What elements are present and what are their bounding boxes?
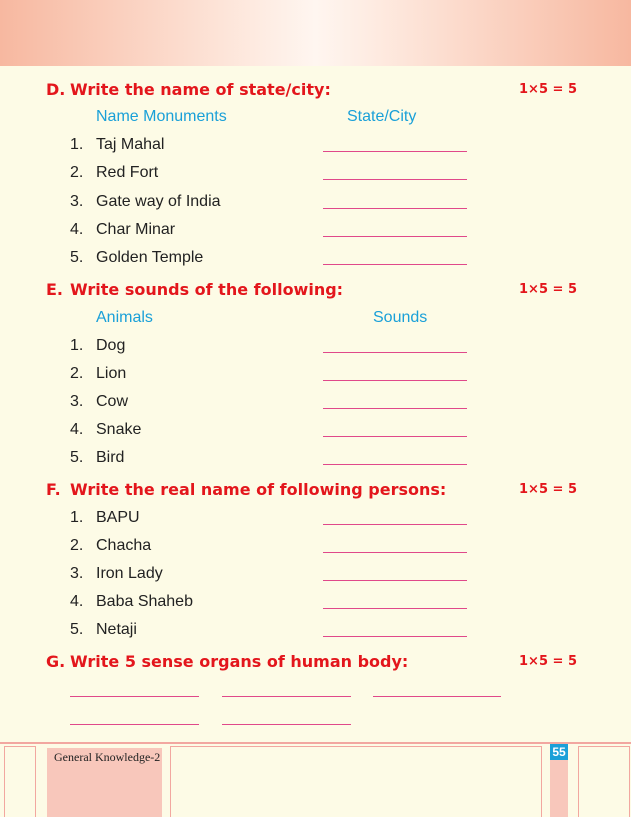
footer-frame xyxy=(4,746,36,817)
column-header-left: Animals xyxy=(96,309,153,326)
list-item xyxy=(70,193,221,211)
item-text: Chacha xyxy=(96,537,152,554)
item-text: Lion xyxy=(96,365,127,382)
section-marks: 1×5 = 5 xyxy=(519,282,577,297)
item-number: 2. xyxy=(70,537,84,554)
item-text: Taj Mahal xyxy=(96,136,165,153)
list-item xyxy=(70,621,137,639)
answer-blank[interactable] xyxy=(323,352,467,353)
item-number: 3. xyxy=(70,393,84,410)
item-number: 2. xyxy=(70,164,84,181)
item-text: BAPU xyxy=(96,509,140,526)
item-text: Golden Temple xyxy=(96,249,204,266)
item-text: Gate way of India xyxy=(96,193,221,210)
list-item xyxy=(70,509,140,527)
section-marks: 1×5 = 5 xyxy=(519,654,577,669)
item-number: 2. xyxy=(70,365,84,382)
list-item xyxy=(70,221,175,239)
footer-frame xyxy=(170,746,542,817)
answer-blank[interactable] xyxy=(323,524,467,525)
item-text: Bird xyxy=(96,449,125,466)
answer-blank[interactable] xyxy=(323,236,467,237)
answer-blank[interactable] xyxy=(323,436,467,437)
answer-blank[interactable] xyxy=(323,552,467,553)
answer-blank[interactable] xyxy=(323,380,467,381)
answer-blank[interactable] xyxy=(323,636,467,637)
section-marks: 1×5 = 5 xyxy=(519,82,577,97)
column-header-right: State/City xyxy=(347,108,417,125)
item-text: Cow xyxy=(96,393,129,410)
section-heading xyxy=(46,652,408,671)
answer-blank[interactable] xyxy=(70,696,199,697)
item-number: 5. xyxy=(70,249,84,266)
answer-blank[interactable] xyxy=(70,724,199,725)
section-letter: E. xyxy=(46,280,64,299)
item-number: 3. xyxy=(70,565,84,582)
answer-blank[interactable] xyxy=(323,208,467,209)
item-number: 3. xyxy=(70,193,84,210)
item-number: 1. xyxy=(70,136,84,153)
section-letter: D. xyxy=(46,80,66,99)
list-item xyxy=(70,136,164,154)
list-item xyxy=(70,365,126,383)
answer-blank[interactable] xyxy=(222,696,351,697)
answer-blank[interactable] xyxy=(373,696,501,697)
section-heading xyxy=(46,480,446,499)
section-title: Write the name of state/city: xyxy=(70,80,331,99)
answer-blank[interactable] xyxy=(323,464,467,465)
header-band xyxy=(0,0,631,66)
list-item xyxy=(70,337,125,355)
item-text: Netaji xyxy=(96,621,137,638)
book-title: General Knowledge-2 xyxy=(54,750,161,764)
item-number: 4. xyxy=(70,593,84,610)
section-title: Write 5 sense organs of human body: xyxy=(70,652,409,671)
section-letter: F. xyxy=(46,480,61,499)
item-text: Iron Lady xyxy=(96,565,163,582)
item-number: 1. xyxy=(70,337,84,354)
item-number: 5. xyxy=(70,449,84,466)
section-heading xyxy=(46,80,331,99)
list-item xyxy=(70,537,151,555)
item-number: 4. xyxy=(70,221,84,238)
item-text: Char Minar xyxy=(96,221,176,238)
column-header-left: Name Monuments xyxy=(96,108,227,125)
section-heading xyxy=(46,280,343,299)
section-title: Write sounds of the following: xyxy=(70,280,344,299)
section-title: Write the real name of following persons: xyxy=(70,480,447,499)
page-number: 55 xyxy=(550,744,568,760)
answer-blank[interactable] xyxy=(323,408,467,409)
list-item xyxy=(70,249,203,267)
section-letter: G. xyxy=(46,652,66,671)
item-number: 1. xyxy=(70,509,84,526)
answer-blank[interactable] xyxy=(323,608,467,609)
item-text: Snake xyxy=(96,421,142,438)
page-footer xyxy=(0,742,631,817)
footer-divider xyxy=(0,742,631,744)
page-number-strip xyxy=(550,760,568,817)
answer-blank[interactable] xyxy=(323,179,467,180)
item-number: 5. xyxy=(70,621,84,638)
answer-blank[interactable] xyxy=(323,580,467,581)
answer-blank[interactable] xyxy=(323,264,467,265)
list-item xyxy=(70,393,128,411)
list-item xyxy=(70,593,193,611)
section-marks: 1×5 = 5 xyxy=(519,482,577,497)
footer-frame xyxy=(578,746,630,817)
list-item xyxy=(70,565,163,583)
list-item xyxy=(70,164,158,182)
item-number: 4. xyxy=(70,421,84,438)
column-header-right: Sounds xyxy=(373,309,428,326)
item-text: Baba Shaheb xyxy=(96,593,193,610)
list-item xyxy=(70,421,141,439)
item-text: Red Fort xyxy=(96,164,159,181)
answer-blank[interactable] xyxy=(323,151,467,152)
list-item xyxy=(70,449,124,467)
answer-blank[interactable] xyxy=(222,724,351,725)
item-text: Dog xyxy=(96,337,126,354)
